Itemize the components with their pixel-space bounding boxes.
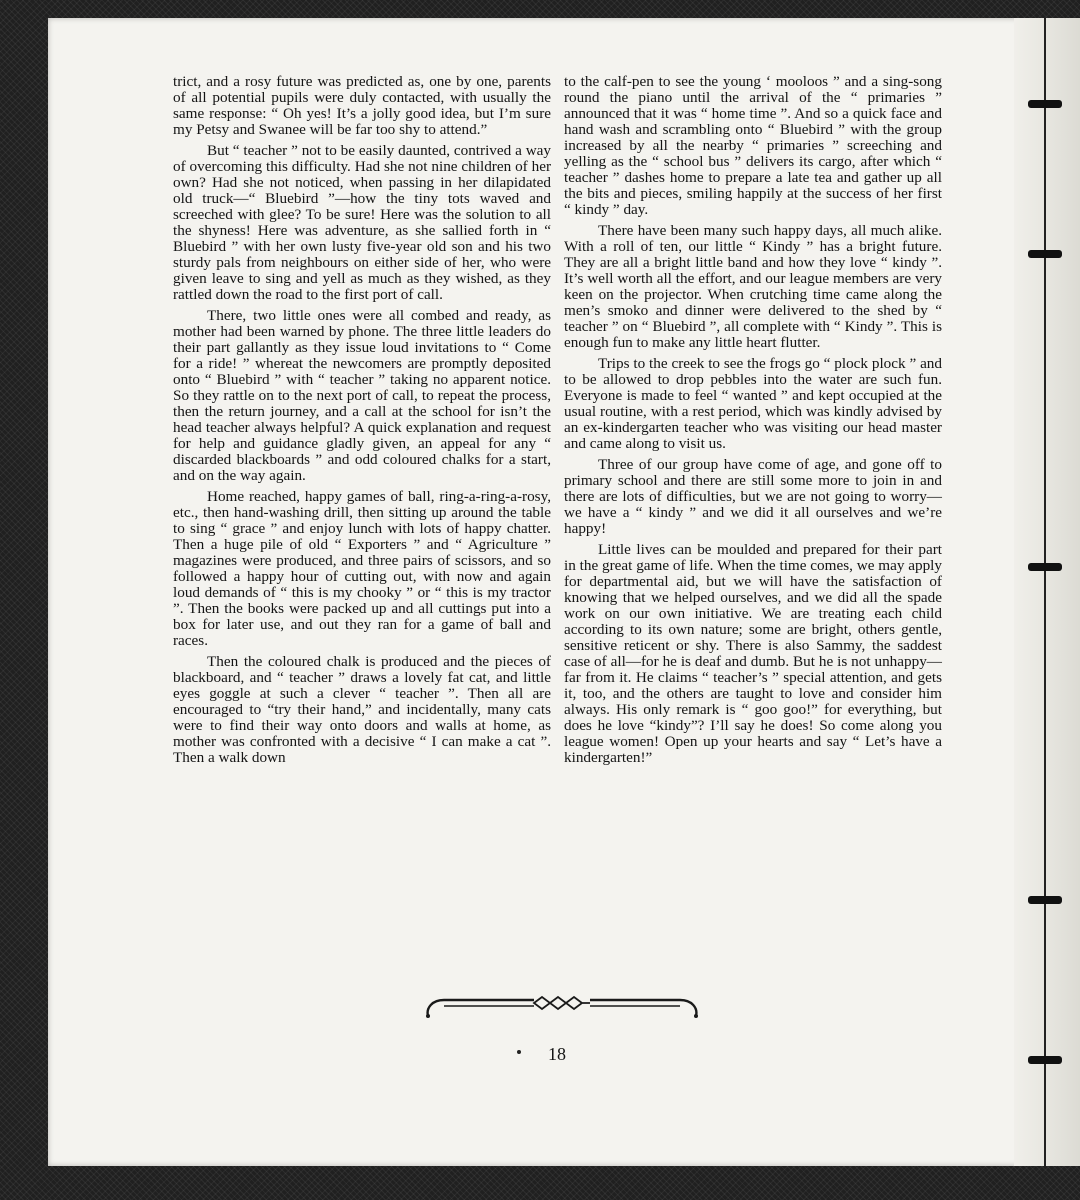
binding-spine [1044, 18, 1046, 1166]
binding-clip-icon [1028, 896, 1062, 904]
paragraph: trict, and a rosy future was predicted as, one by one, parents of all potential pupils were duly contacted, with usually the same response: “ Oh yes! It’s a jolly good idea, but I’m sure my Petsy and Swanee will be far too shy to attend.” [173, 73, 551, 138]
page-number: 18 [548, 1044, 566, 1064]
page-binding [1014, 18, 1080, 1166]
binding-clip-icon [1028, 1056, 1062, 1064]
binding-clip-icon [1028, 250, 1062, 258]
binding-clip-icon [1028, 100, 1062, 108]
ink-dot [517, 1050, 521, 1054]
paragraph: Three of our group have come of age, and gone off to primary school and there are still some more to join in and there are lots of difficulties, but we are not going to worry—we have a “ kindy ” and we did it all ourselves and we’re happy! [564, 456, 942, 537]
binding-clip-icon [1028, 563, 1062, 571]
scroll-divider-icon [424, 986, 700, 1022]
paragraph: There have been many such happy days, all much alike. With a roll of ten, our little “ Kindy ” has a bright future. They are all a bright little band and how they love “ kindy ”. It’s well worth all the effort, and our league members are very keen on the projector. When crutching time came along the men’s smoko and dinner were delivered to the shed by “ teacher ” on “ Bluebird ”, all complete with “ Kindy ”. This is enough fun to make any little heart flutter. [564, 222, 942, 351]
paragraph: Home reached, happy games of ball, ring-a-ring-a-rosy, etc., then hand-washing drill, then sitting up around the table to sing “ grace ” and enjoy lunch with lots of happy chatter. Then a huge pile of old “ Exporters ” and “ Agriculture ” magazines were produced, and three pairs of scissors, and so followed a happy hour of cutting out, with now and again loud demands of “ this is my chooky ” or “ this is my tractor ”. Then the books were packed up and all cuttings put into a box for later use, and out they ran for a game of ball and races. [173, 488, 551, 649]
right-text-column [564, 74, 942, 771]
left-text-column [173, 74, 551, 771]
paragraph: Trips to the creek to see the frogs go “ plock plock ” and to be allowed to drop pebbles into the water are such fun. Everyone is made to feel “ wanted ” and kept occupied at the usual routine, with a rest period, which was kindly advised by an ex-kindergarten teacher who was visiting our head master and came along to visit us. [564, 355, 942, 452]
paragraph: There, two little ones were all combed and ready, as mother had been warned by phone. The three little leaders do their part gallantly as they issue loud invitations to “ Come for a ride! ” whereat the newcomers are promptly deposited onto “ Bluebird ” with “ teacher ” taking no apparent notice. So they rattle on to the next port of call, to repeat the process, then the return journey, and a call at the school for isn’t the head teacher always helpful? A quick explanation and request for help and guidance gladly given, an appeal for any “ discarded blackboards ” and odd coloured chalks for a start, and on the way again. [173, 307, 551, 484]
paragraph: But “ teacher ” not to be easily daunted, contrived a way of overcoming this difficulty. Had she not nine children of her own? Had she not noticed, when passing in her dilapidated old truck—“ Bluebird ”—how the tiny tots waved and screeched with glee? To be sure! Here was the solution to all the shyness! Here was adventure, as she sallied forth in “ Bluebird ” with her own lusty five-year old son and his two sturdy pals from neighbours on either side of her, who were given leave to sing and yell as much as they wished, as they rattled down the road to the first port of call. [173, 142, 551, 303]
paragraph: to the calf-pen to see the young ‘ mooloos ” and a sing-song round the piano until the arrival of the “ primaries ” announced that it was “ home time ”. And so a quick face and hand wash and scrambling onto “ Bluebird ” with the group increased by all the nearby “ primaries ” screeching and yelling as the “ school bus ” delivers its cargo, after which “ teacher ” dashes home to prepare a late tea and gather up all the bits and pieces, smiling happily at the success of her first “ kindy ” day. [564, 73, 942, 218]
paragraph: Little lives can be moulded and prepared for their part in the great game of life. When the time comes, we may apply for departmental aid, but we will have the satisfaction of knowing that we helped ourselves, and we did all the spade work on our own initiative. We are treating each child according to its own nature; some are bright, others gentle, sensitive reticent or shy. There is also Sammy, the saddest case of all—for he is deaf and dumb. But he is not unhappy—far from it. He claims “ teacher’s ” special attention, and gets it, too, and the others are taught to love and consider him always. His only remark is “ goo goo!” for everything, but does he love “kindy”? I’ll say he does! So come along you league women! Open up your hearts and say “ Let’s have a kindergarten!” [564, 541, 942, 766]
paragraph: Then the coloured chalk is produced and the pieces of blackboard, and “ teacher ” draws a lovely fat cat, and little eyes goggle at such a clever “ teacher ”. Then all are encouraged to “try their hand,” and incidentally, many cats were to find their way onto doors and walls at home, as mother was confronted with a decisive “ I can make a cat ”. Then a walk down [173, 653, 551, 766]
